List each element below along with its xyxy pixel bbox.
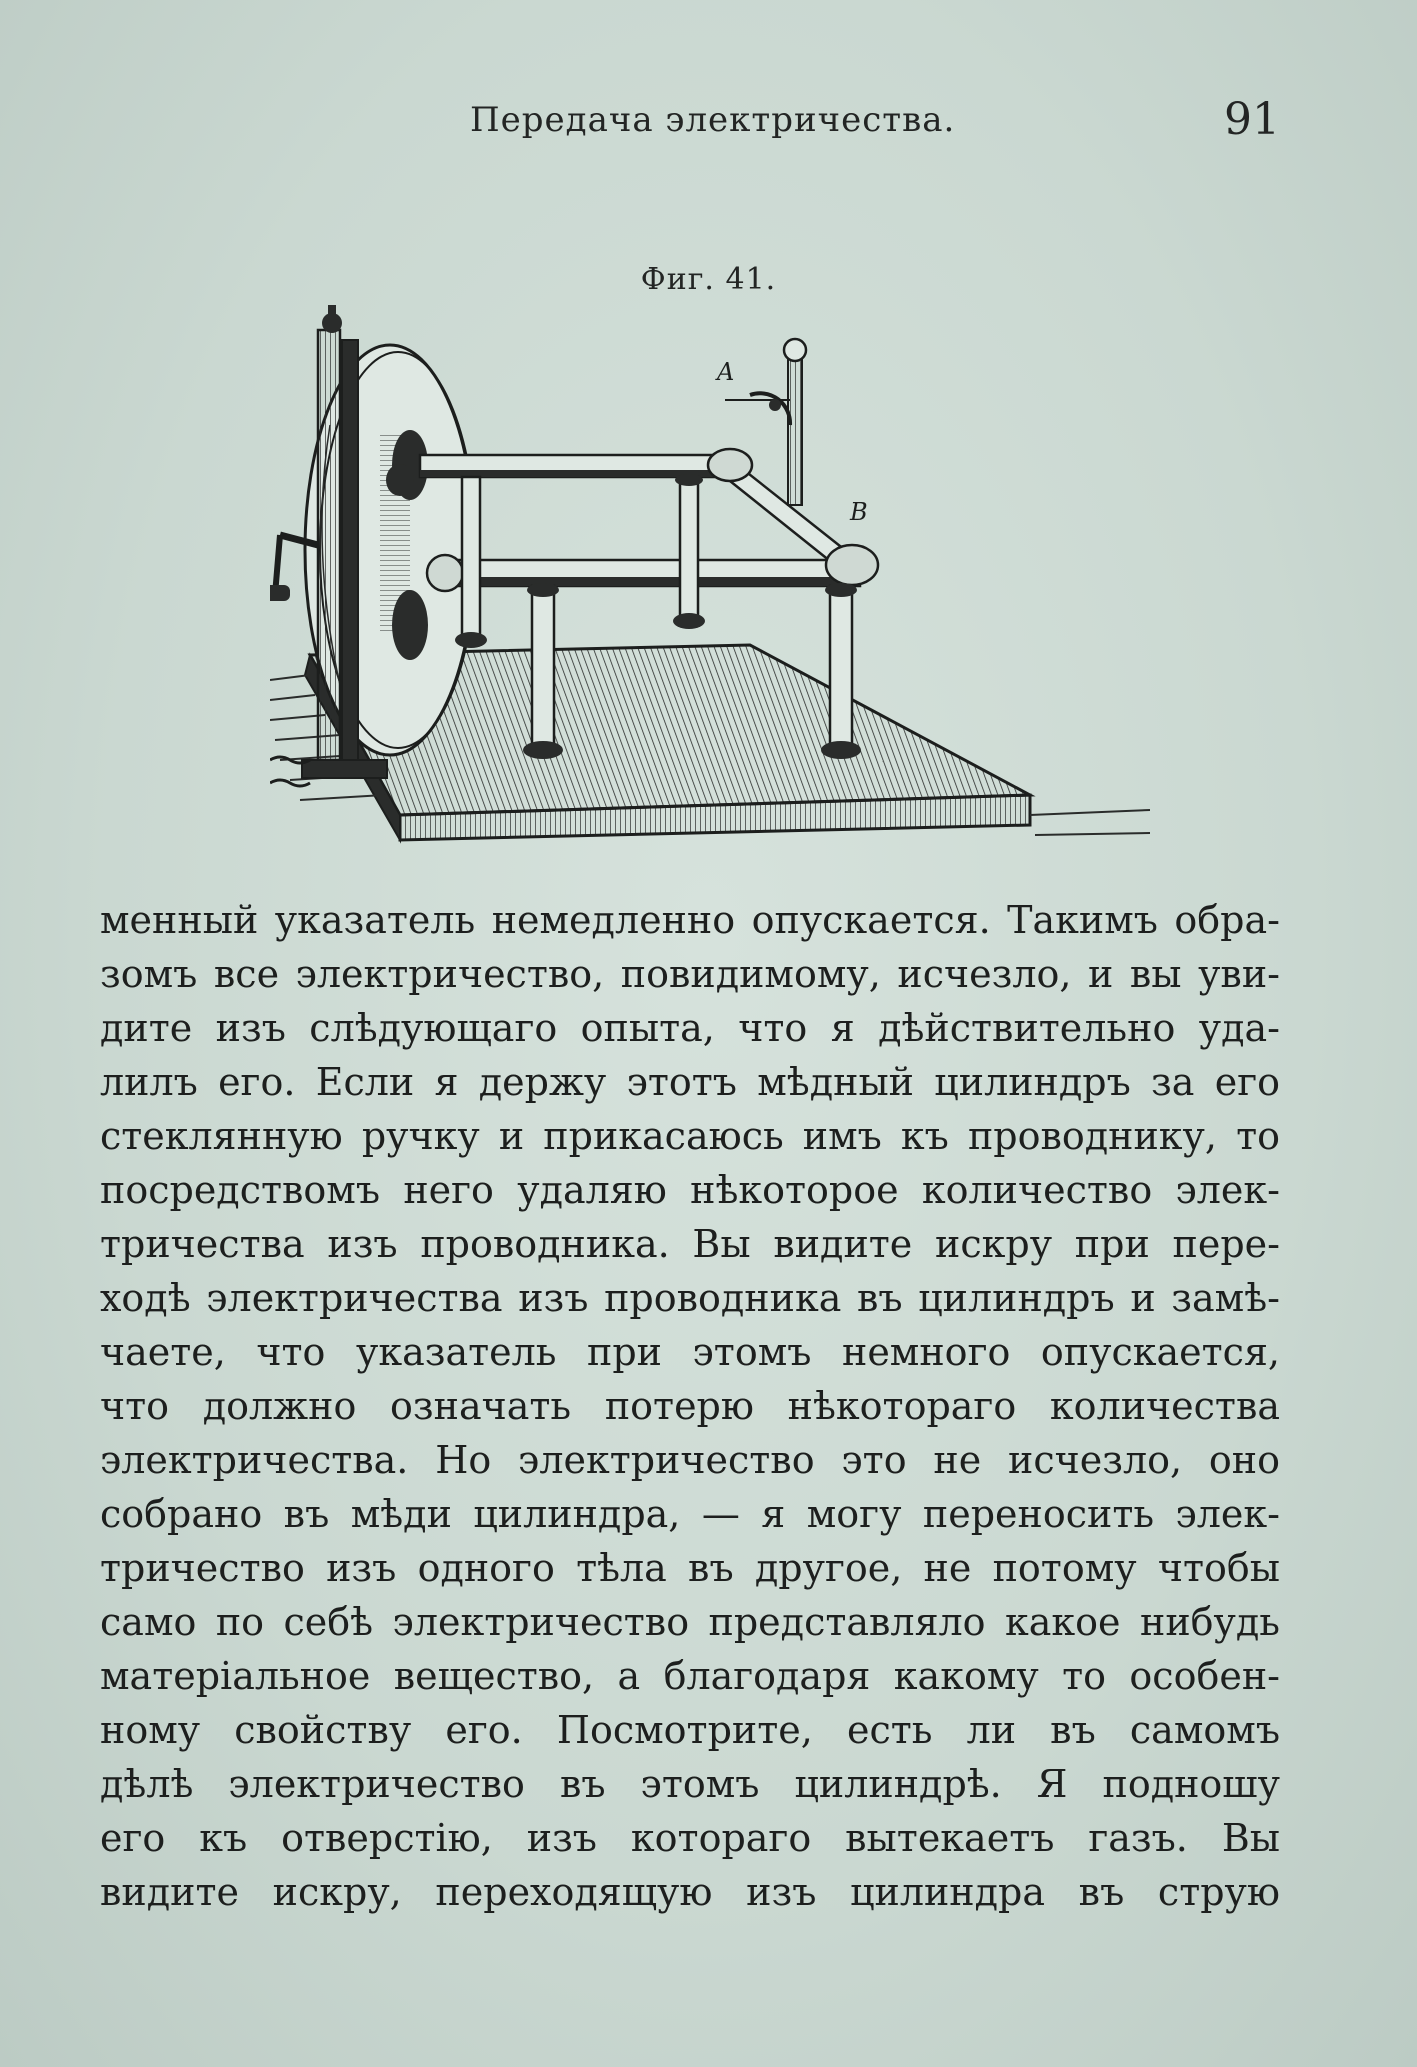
- text-line: дите изъ слѣдующаго опыта, что я дѣйствительно уда-: [100, 1006, 1280, 1050]
- text-line: чаете, что указатель при этомъ немного опускается,: [100, 1330, 1280, 1374]
- body-text: [100, 893, 1280, 1919]
- text-line: тричества изъ проводника. Вы видите искру при пере-: [100, 1222, 1280, 1266]
- page-header: [100, 96, 1280, 156]
- text-line: ходѣ электричества изъ проводника въ цилиндръ и замѣ-: [100, 1276, 1280, 1320]
- text-line: его къ отверстію, изъ котораго вытекаетъ газъ. Вы: [100, 1816, 1280, 1860]
- text-line: стеклянную ручку и прикасаюсь имъ къ проводнику, то: [100, 1114, 1280, 1158]
- running-title: Передача электричества.: [470, 100, 956, 140]
- label-b: B: [850, 498, 868, 526]
- text-line: собрано въ мѣди цилиндра, — я могу переносить элек-: [100, 1492, 1280, 1536]
- label-a: A: [717, 358, 735, 386]
- electrostatic-machine-illustration: [270, 305, 1150, 845]
- text-line: что должно означать потерю нѣкотораго количества: [100, 1384, 1280, 1428]
- text-line: видите искру, переходящую изъ цилиндра въ струю: [100, 1870, 1280, 1914]
- text-line: посредствомъ него удаляю нѣкоторое количество элек-: [100, 1168, 1280, 1212]
- text-line: лилъ его. Если я держу этотъ мѣдный цилиндръ за его: [100, 1060, 1280, 1104]
- page-number: 91: [1224, 94, 1280, 145]
- text-line: само по себѣ электричество представляло какое нибудь: [100, 1600, 1280, 1644]
- text-line: матеріальное вещество, а благодаря какому то особен-: [100, 1654, 1280, 1698]
- figure-caption: Фиг. 41.: [640, 262, 777, 297]
- text-line: зомъ все электричество, повидимому, исчезло, и вы уви-: [100, 952, 1280, 996]
- text-line: ному свойству его. Посмотрите, есть ли въ самомъ: [100, 1708, 1280, 1752]
- text-line: тричество изъ одного тѣла въ другое, не потому чтобы: [100, 1546, 1280, 1590]
- electrostatic-machine-engraving: [270, 305, 1150, 845]
- text-line: электричества. Но электричество это не исчезло, оно: [100, 1438, 1280, 1482]
- text-line: дѣлѣ электричество въ этомъ цилиндрѣ. Я подношу: [100, 1762, 1280, 1806]
- text-line: менный указатель немедленно опускается. Такимъ обра-: [100, 898, 1280, 942]
